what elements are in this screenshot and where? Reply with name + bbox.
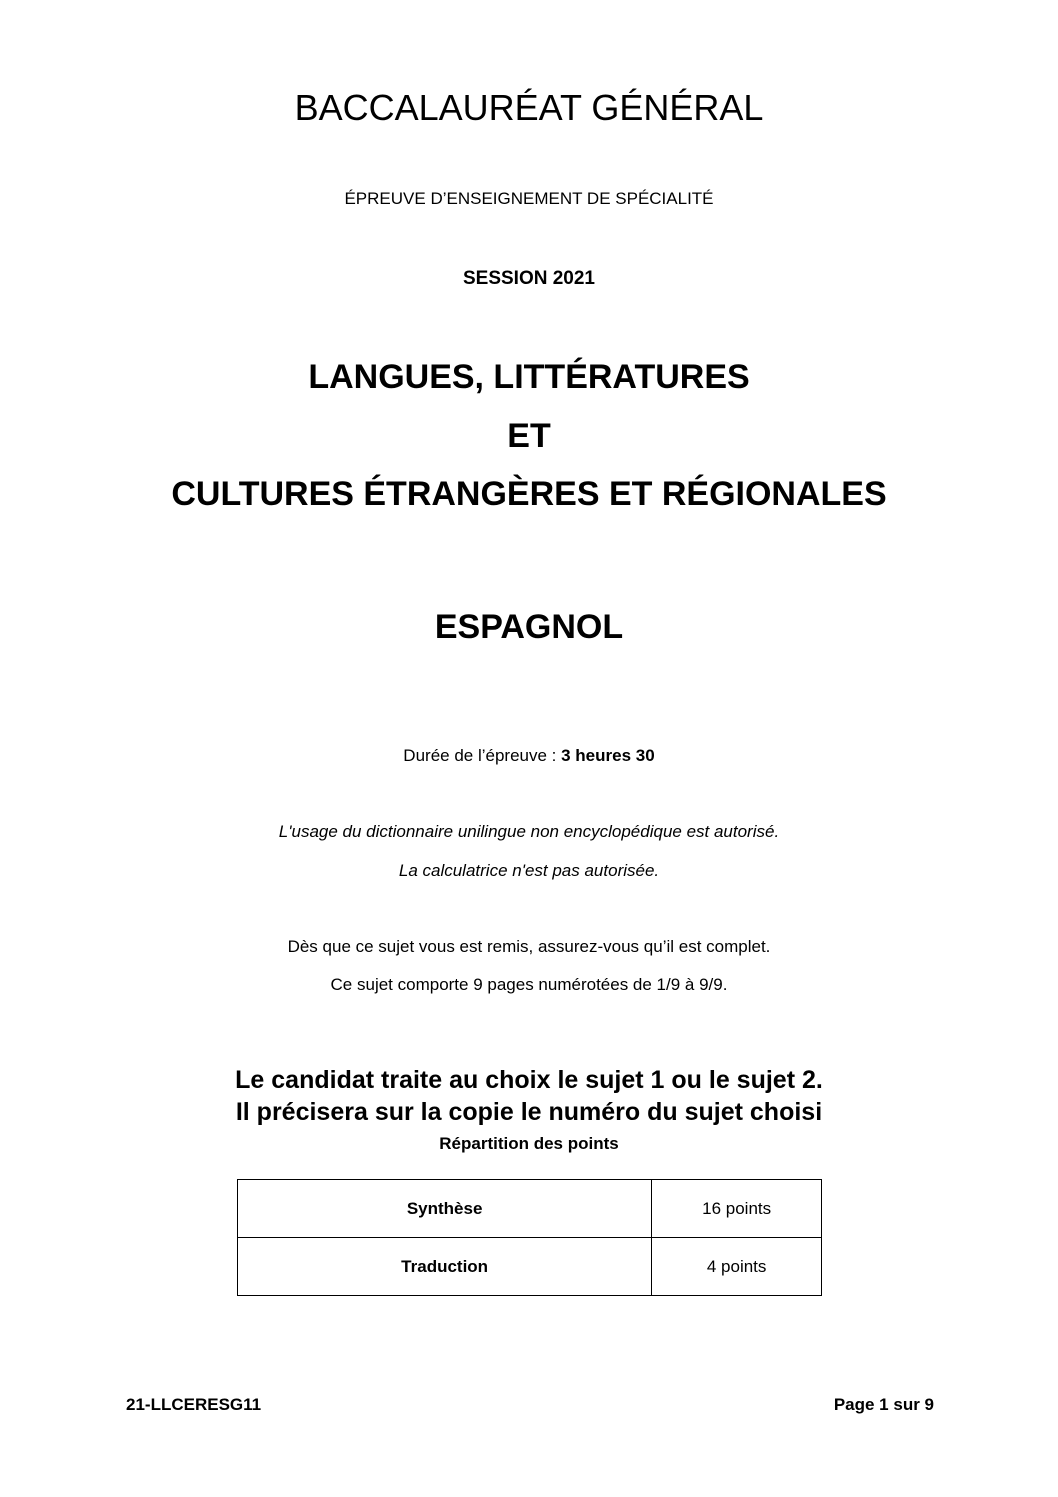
calculator-rule: La calculatrice n'est pas autorisée.: [398, 861, 660, 880]
subject-code: 21-LLCERESG11: [126, 1395, 262, 1414]
table-row: [238, 1238, 822, 1296]
exam-language: ESPAGNOL: [434, 608, 624, 646]
exam-duration: [0, 745, 1058, 767]
exam-type: ÉPREUVE D’ENSEIGNEMENT DE SPÉCIALITÉ: [344, 189, 714, 208]
completeness-notice: Dès que ce sujet vous est remis, assurez-vous qu’il est complet.: [287, 937, 771, 956]
exam-title: BACCALAURÉAT GÉNÉRAL: [294, 87, 764, 128]
subject-line-3: CULTURES ÉTRANGÈRES ET RÉGIONALES: [171, 475, 887, 513]
page-count-notice: Ce sujet comporte 9 pages numérotées de 1/9 à 9/9.: [330, 975, 728, 994]
subject-line-1: LANGUES, LITTÉRATURES: [308, 358, 750, 396]
duration-label: Durée de l’épreuve :: [403, 746, 562, 765]
points-heading: Répartition des points: [439, 1134, 619, 1153]
choice-instruction: Le candidat traite au choix le sujet 1 ou le sujet 2.: [235, 1066, 823, 1094]
table-row: [238, 1180, 822, 1238]
row-value: 4 points: [652, 1238, 822, 1296]
exam-session: SESSION 2021: [462, 268, 596, 289]
row-label: Synthèse: [238, 1180, 652, 1238]
subject-line-2: ET: [507, 417, 551, 455]
duration-value: 3 heures 30: [561, 746, 655, 765]
row-label: Traduction: [238, 1238, 652, 1296]
dictionary-rule: L'usage du dictionnaire unilingue non encyclopédique est autorisé.: [278, 822, 780, 841]
specify-instruction: Il précisera sur la copie le numéro du sujet choisi: [235, 1098, 823, 1126]
row-value: 16 points: [652, 1180, 822, 1238]
page-number: Page 1 sur 9: [833, 1395, 934, 1414]
points-table: [237, 1179, 822, 1296]
